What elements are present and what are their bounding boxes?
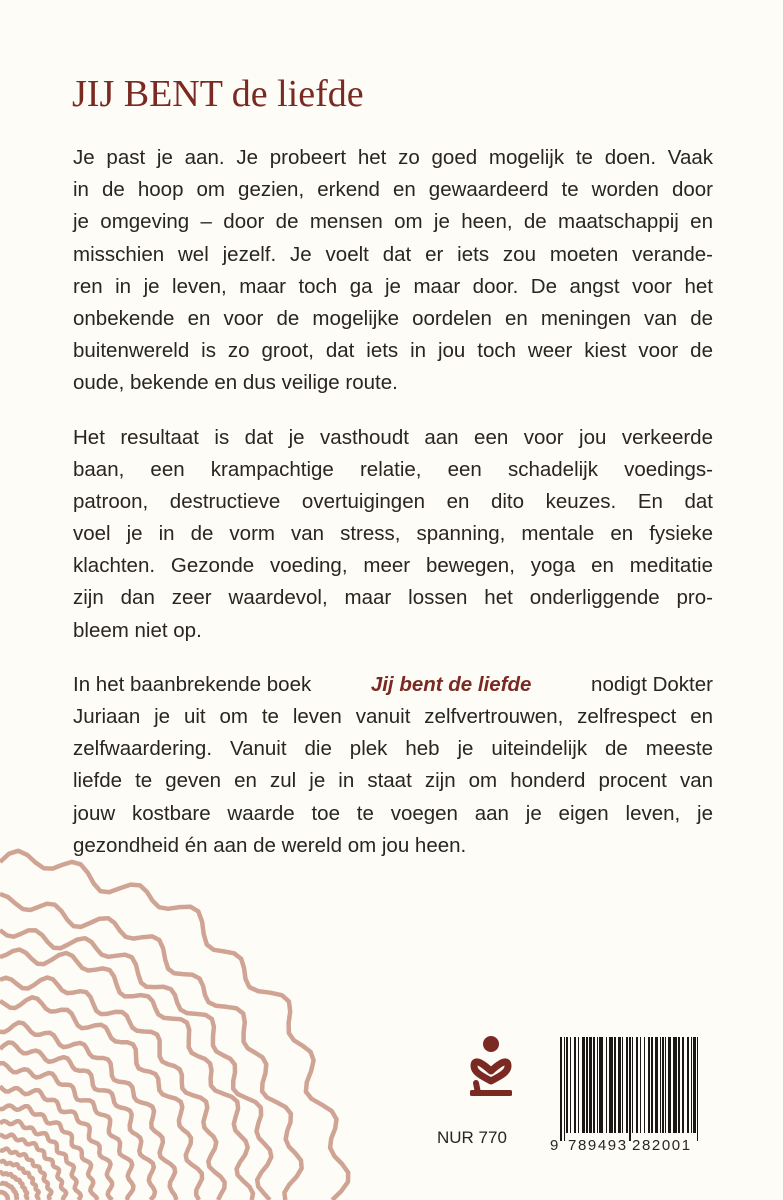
- text-line: zelfwaardering. Vanuit die plek heb je uiteindelijk de meeste: [73, 737, 713, 761]
- text-segment: In het baanbrekende boek: [73, 672, 312, 696]
- barcode-bar: [655, 1037, 658, 1133]
- isbn-group-2: 282001: [632, 1137, 692, 1154]
- text-line: liefde te geven en zul je in staat zijn om honderd procent van: [73, 769, 713, 793]
- text-line: patroon, destructieve overtuigingen en dito keuzes. En dat: [73, 489, 713, 513]
- barcode-bar: [599, 1037, 603, 1133]
- barcode-bar: [618, 1037, 621, 1133]
- barcode-bar: [570, 1037, 571, 1133]
- barcode-bar: [622, 1037, 623, 1133]
- paragraph-3: [73, 669, 713, 862]
- barcode-bar: [564, 1037, 565, 1141]
- text-line: onbekende en voor de mogelijke oordelen en meningen van de: [73, 306, 713, 330]
- barcode-bar: [560, 1037, 562, 1141]
- text-line: in de hoop om gezien, erkend en gewaardeerd te worden door: [73, 178, 713, 202]
- text-line: voel je in de vorm van stress, spanning, mentale en fysieke: [73, 522, 713, 546]
- barcode-bar: [609, 1037, 613, 1133]
- barcode-bar: [682, 1037, 684, 1133]
- paragraph-1: [73, 142, 713, 400]
- barcode-bar: [673, 1037, 677, 1133]
- barcode-bar: [660, 1037, 661, 1133]
- barcode-bar: [693, 1037, 696, 1133]
- barcode-bar: [606, 1037, 607, 1133]
- text-line: misschien wel jezelf. Je voelt dat er iets zou moeten verande-: [73, 242, 713, 266]
- barcode-bar: [644, 1037, 645, 1133]
- book-title-emphasis: Jij bent de liefde: [370, 672, 532, 696]
- barcode-bar: [626, 1037, 628, 1133]
- text-line: gezondheid én aan de wereld om jou heen.: [73, 833, 467, 857]
- text-line: baan, een krampachtige relatie, een schadelijk voedings-: [73, 457, 713, 481]
- text-line: je omgeving – door de mensen om je heen, de maatschappij en: [73, 210, 713, 234]
- barcode-bar: [589, 1037, 592, 1133]
- text-line: [73, 669, 713, 701]
- text-line: zijn dan zeer waardevol, maar lossen het onderliggende pro-: [73, 586, 713, 610]
- paragraph-2: [73, 422, 713, 647]
- text-line: Je past je aan. Je probeert het zo goed mogelijk te doen. Vaak: [73, 146, 713, 169]
- barcode-bar: [648, 1037, 650, 1133]
- barcode-bar: [691, 1037, 692, 1133]
- barcode-bar: [574, 1037, 576, 1133]
- barcode-bar: [687, 1037, 689, 1133]
- isbn-barcode: [548, 1037, 708, 1157]
- text-line: klachten. Gezonde voeding, meer bewegen, yoga en meditatie: [73, 554, 713, 578]
- nur-code: NUR 770: [437, 1128, 507, 1147]
- text-segment: nodigt Dokter: [591, 672, 713, 696]
- isbn-first-digit: 9: [550, 1137, 559, 1154]
- barcode-bar: [578, 1037, 579, 1133]
- barcode-bar: [593, 1037, 595, 1133]
- barcode-bar: [597, 1037, 598, 1133]
- tree-ring: [0, 1192, 8, 1200]
- barcode-bar: [640, 1037, 641, 1133]
- blurb: [73, 142, 713, 884]
- text-line: ren in je leven, maar toch ga je maar door. De angst voor het: [73, 274, 713, 298]
- barcode-bar: [566, 1037, 568, 1133]
- barcode-bar: [678, 1037, 680, 1133]
- text-line: buitenwereld is zo groot, dat iets in jou toch weer kiest voor de: [73, 339, 713, 363]
- text-line: Juriaan je uit om te leven vanuit zelfvertrouwen, zelfrespect en: [73, 705, 713, 728]
- barcode-bar: [586, 1037, 588, 1133]
- barcode-bar: [636, 1037, 638, 1133]
- barcode-bar: [665, 1037, 666, 1133]
- text-line: jouw kostbare waarde toe te voegen aan je eigen leven, je: [73, 801, 713, 825]
- tree-ring: [0, 950, 253, 1200]
- barcode-bar: [582, 1037, 585, 1133]
- isbn-group-1: 789493: [568, 1137, 628, 1154]
- publisher-logo-icon: [470, 1035, 512, 1099]
- barcode-bar: [629, 1037, 631, 1141]
- barcode-bar: [651, 1037, 653, 1133]
- text-line: oude, bekende en dus veilige route.: [73, 371, 398, 395]
- text-line: bleem niet op.: [73, 618, 202, 642]
- text-line: Het resultaat is dat je vasthoudt aan een voor jou verkeerde: [73, 425, 713, 449]
- barcode-bar: [632, 1037, 633, 1133]
- page-title: JIJ BENT de liefde: [72, 73, 364, 115]
- barcode-bar: [697, 1037, 698, 1141]
- barcode-bar: [614, 1037, 616, 1133]
- barcode-bar: [668, 1037, 671, 1133]
- barcode-bar: [662, 1037, 664, 1133]
